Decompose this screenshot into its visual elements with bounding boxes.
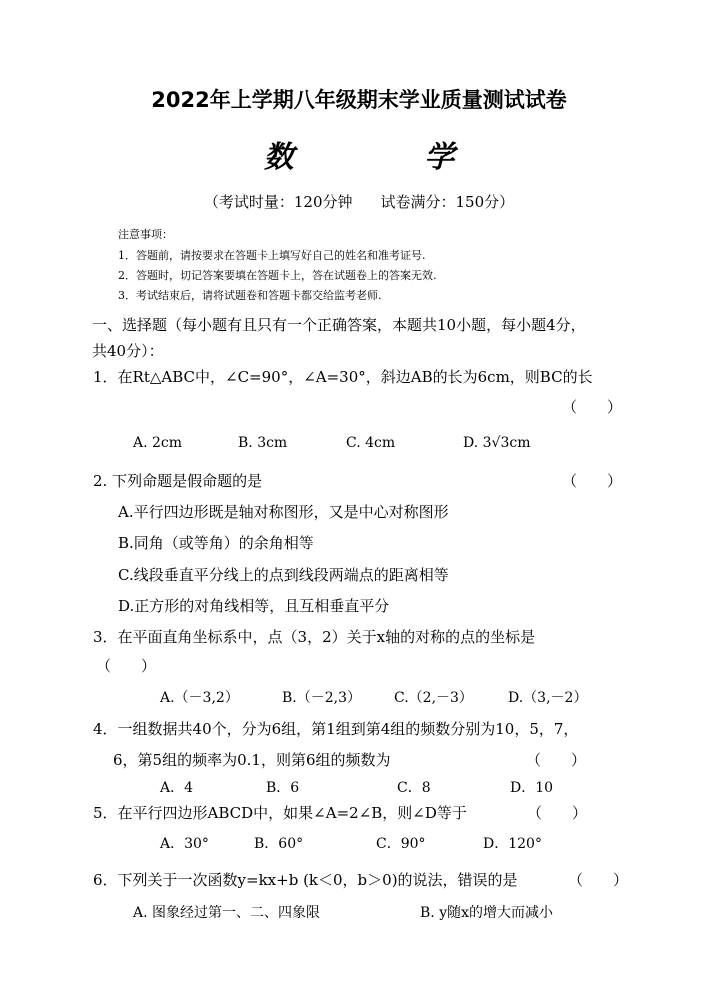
exam-time: （考试时量：120分钟	[203, 193, 353, 211]
question-2-option-a: A.平行四边形既是轴对称图形，又是中心对称图形	[118, 503, 449, 521]
question-3-stem: 3．在平面直角坐标系中，点（3，2）关于x轴的对称的点的坐标是	[93, 628, 536, 646]
question-1-option-c: C. 4cm	[346, 435, 396, 451]
question-1-answer-paren: （ ）	[562, 398, 623, 416]
exam-title: 2022年上学期八年级期末学业质量测试试卷	[151, 88, 567, 112]
question-6-answer-paren: （ ）	[568, 871, 629, 889]
question-3-answer-paren: （ ）	[96, 657, 157, 675]
question-4-stem: 4．一组数据共40个，分为6组，第1组到第4组的频数分别为10，5，7，	[93, 720, 579, 738]
question-4-answer-paren: （ ）	[526, 751, 587, 769]
section-heading-cont: 共40分）：	[92, 342, 164, 360]
notice-item: 3．考试结束后，请将试题卷和答题卡都交给监考老师.	[118, 289, 382, 302]
question-1-option-d: D. 3√3cm	[463, 435, 531, 451]
question-3-option-d: D.（3,－2）	[508, 690, 588, 706]
question-5-option-b: B．60°	[254, 836, 304, 852]
exam-score: 试卷满分：150分）	[380, 193, 515, 211]
question-5-stem: 5．在平行四边形ABCD中，如果∠A=2∠B，则∠D等于	[93, 804, 467, 822]
notice-heading: 注意事项：	[118, 228, 173, 241]
question-1-stem: 1．在Rt△ABC中，∠C=90°，∠A=30°，斜边AB的长为6cm，则BC的长	[93, 368, 593, 386]
notice-item: 2．答题时，切记答案要填在答题卡上，答在试题卷上的答案无效.	[118, 269, 437, 282]
question-4-stem-cont: 6，第5组的频率为0.1，则第6组的频数为	[113, 751, 391, 769]
question-1-option-b: B. 3cm	[238, 435, 288, 451]
question-5-option-a: A．30°	[160, 836, 209, 852]
question-2-option-c: C.线段垂直平分线上的点到线段两端点的距离相等	[118, 566, 449, 584]
question-4-option-d: D．10	[510, 780, 554, 796]
notice-item: 1．答题前，请按要求在答题卡上填写好自己的姓名和准考证号.	[118, 249, 426, 262]
question-6-option-b: B. y随x的增大而减小	[420, 905, 553, 921]
question-1-option-a: A. 2cm	[133, 435, 183, 451]
question-3-option-a: A.（－3,2）	[160, 690, 239, 706]
question-3-option-c: C.（2,－3）	[394, 690, 473, 706]
question-5-option-d: D．120°	[483, 836, 542, 852]
exam-meta	[0, 191, 718, 212]
question-2-stem: 2. 下列命题是假命题的是	[93, 472, 263, 490]
question-6-stem: 6．下列关于一次函数y=kx+b (k＜0，b＞0)的说法，错误的是	[93, 871, 518, 889]
question-4-option-a: A．4	[160, 780, 194, 796]
question-4-option-c: C．8	[397, 780, 431, 796]
question-2-option-b: B.同角（或等角）的余角相等	[118, 534, 314, 552]
subject-heading: 数 学	[263, 140, 515, 175]
question-4-option-b: B．6	[266, 780, 300, 796]
question-6-option-a: A. 图象经过第一、二、四象限	[133, 905, 321, 921]
section-heading: 一、选择题（每小题有且只有一个正确答案，本题共10小题，每小题4分，	[92, 316, 586, 334]
question-2-answer-paren: （ ）	[562, 472, 623, 490]
question-2-option-d: D.正方形的对角线相等，且互相垂直平分	[118, 597, 390, 615]
question-5-option-c: C．90°	[376, 836, 426, 852]
question-3-option-b: B.（－2,3）	[282, 690, 362, 706]
question-5-answer-paren: （ ）	[527, 804, 588, 822]
